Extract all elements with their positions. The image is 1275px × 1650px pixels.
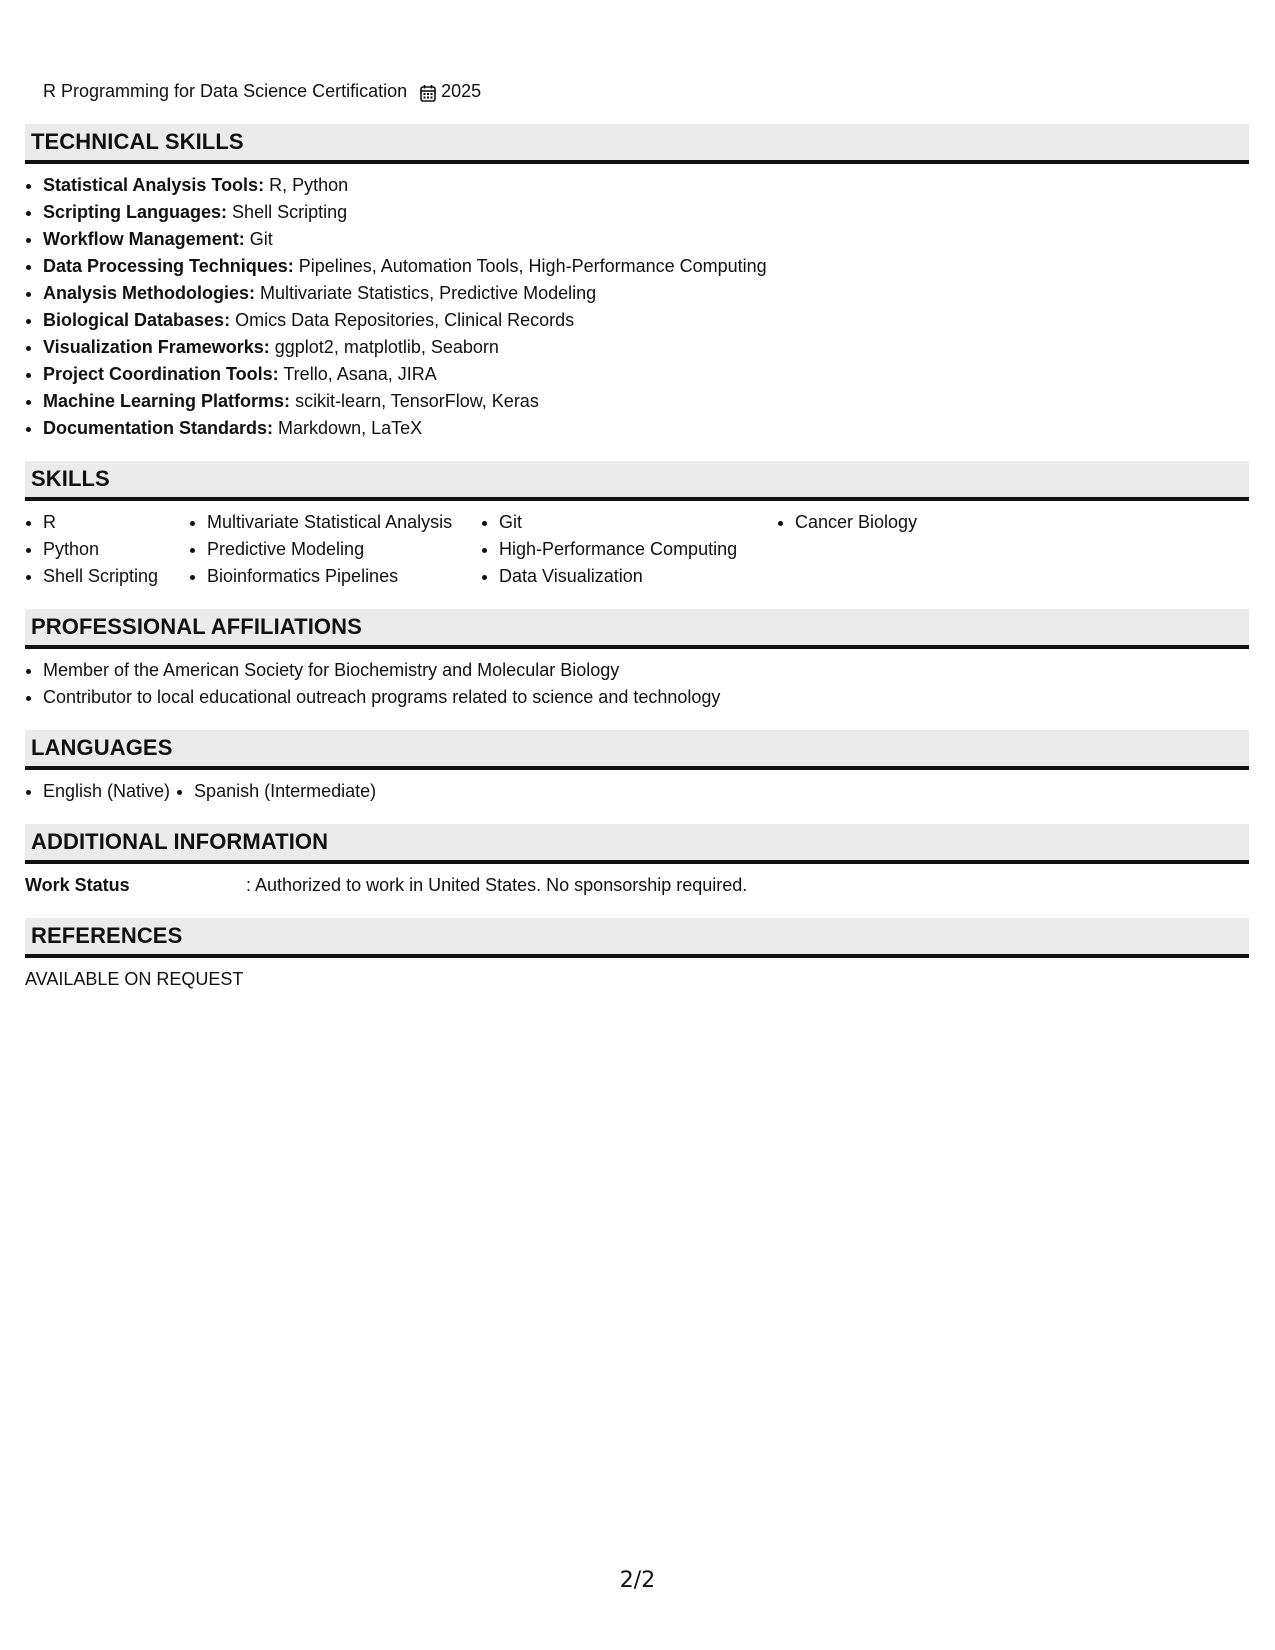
certification-date <box>420 78 481 105</box>
skill-category: Project Coordination Tools: <box>43 364 279 384</box>
skill-item: • Git <box>499 509 777 536</box>
technical-skill-item <box>43 307 1249 334</box>
skill-value: Shell Scripting <box>232 202 348 222</box>
skill-category: Data Processing Techniques: <box>43 256 294 276</box>
language-item: • English (Native) <box>43 778 170 805</box>
skill-category: Scripting Languages: <box>43 202 228 222</box>
certifications-list <box>25 78 1249 105</box>
affiliation-item: • Contributor to local educational outreach programs related to science and technology <box>43 684 1249 711</box>
skill-value: Omics Data Repositories, Clinical Records <box>235 310 575 330</box>
skill-value: R, Python <box>269 175 349 195</box>
skill-value: Pipelines, Automation Tools, High-Performance Computing <box>298 256 767 276</box>
affiliations-header <box>25 609 1249 649</box>
skill-category: Visualization Frameworks: <box>43 337 270 357</box>
technical-skill-item <box>43 172 1249 199</box>
references-text: AVAILABLE ON REQUEST <box>25 969 244 989</box>
technical-skill-item <box>43 415 1249 442</box>
section-title: SKILLS <box>31 466 110 491</box>
skills-grid <box>25 509 1249 590</box>
section-title: TECHNICAL SKILLS <box>31 129 244 154</box>
skill-category: Documentation Standards: <box>43 418 274 438</box>
skill-item: • High-Performance Computing <box>499 536 777 563</box>
skill-item: • Cancer Biology <box>795 509 995 536</box>
technical-skill-item <box>43 334 1249 361</box>
technical-skill-item <box>43 388 1249 415</box>
skill-category: Biological Databases: <box>43 310 231 330</box>
certification-year: 2025 <box>441 81 482 101</box>
additional-info-header <box>25 824 1249 864</box>
skill-value: Multivariate Statistics, Predictive Modeling <box>260 283 597 303</box>
skill-value: ggplot2, matplotlib, Seaborn <box>274 337 499 357</box>
skill-item: • Data Visualization <box>499 563 777 590</box>
skill-item: • Multivariate Statistical Analysis <box>207 509 481 536</box>
calendar-icon <box>420 83 436 101</box>
section-title: LANGUAGES <box>31 735 173 760</box>
technical-skill-item <box>43 253 1249 280</box>
skill-item: • Predictive Modeling <box>207 536 481 563</box>
skill-value: Trello, Asana, JIRA <box>283 364 437 384</box>
skill-item: • R <box>43 509 189 536</box>
skill-category: Statistical Analysis Tools: <box>43 175 265 195</box>
language-item: • Spanish (Intermediate) <box>194 778 376 805</box>
references-header <box>25 918 1249 958</box>
work-status-row <box>25 872 1249 899</box>
skill-category: Analysis Methodologies: <box>43 283 256 303</box>
certification-item <box>43 78 1249 105</box>
affiliation-item: • Member of the American Society for Biochemistry and Molecular Biology <box>43 657 1249 684</box>
technical-skill-item <box>43 199 1249 226</box>
affiliations-list <box>25 657 1249 711</box>
skills-header <box>25 461 1249 501</box>
certification-name: R Programming for Data Science Certification <box>43 81 408 101</box>
technical-skill-item <box>43 361 1249 388</box>
skill-value: Markdown, LaTeX <box>278 418 423 438</box>
skill-item: • Bioinformatics Pipelines <box>207 563 481 590</box>
work-status-label: Work Status <box>25 875 130 895</box>
skill-category: Workflow Management: <box>43 229 245 249</box>
page-number: 2/2 <box>619 1568 656 1593</box>
work-status-value: : Authorized to work in United States. No sponsorship required. <box>246 875 748 895</box>
skills-column <box>481 509 777 590</box>
section-title: ADDITIONAL INFORMATION <box>31 829 329 854</box>
skill-item: • Python <box>43 536 189 563</box>
section-title: REFERENCES <box>31 923 183 948</box>
skills-column <box>189 509 481 590</box>
technical-skill-item <box>43 280 1249 307</box>
resume-content <box>25 78 1249 993</box>
section-title: PROFESSIONAL AFFILIATIONS <box>31 614 362 639</box>
skill-value: Git <box>249 229 273 249</box>
languages-list <box>25 778 1249 805</box>
technical-skill-item <box>43 226 1249 253</box>
technical-skills-list <box>25 172 1249 442</box>
skill-item: • Shell Scripting <box>43 563 189 590</box>
technical-skills-header <box>25 124 1249 164</box>
languages-header <box>25 730 1249 770</box>
skills-column <box>25 509 189 590</box>
skills-column <box>777 509 995 590</box>
skill-value: scikit-learn, TensorFlow, Keras <box>295 391 539 411</box>
skill-category: Machine Learning Platforms: <box>43 391 291 411</box>
